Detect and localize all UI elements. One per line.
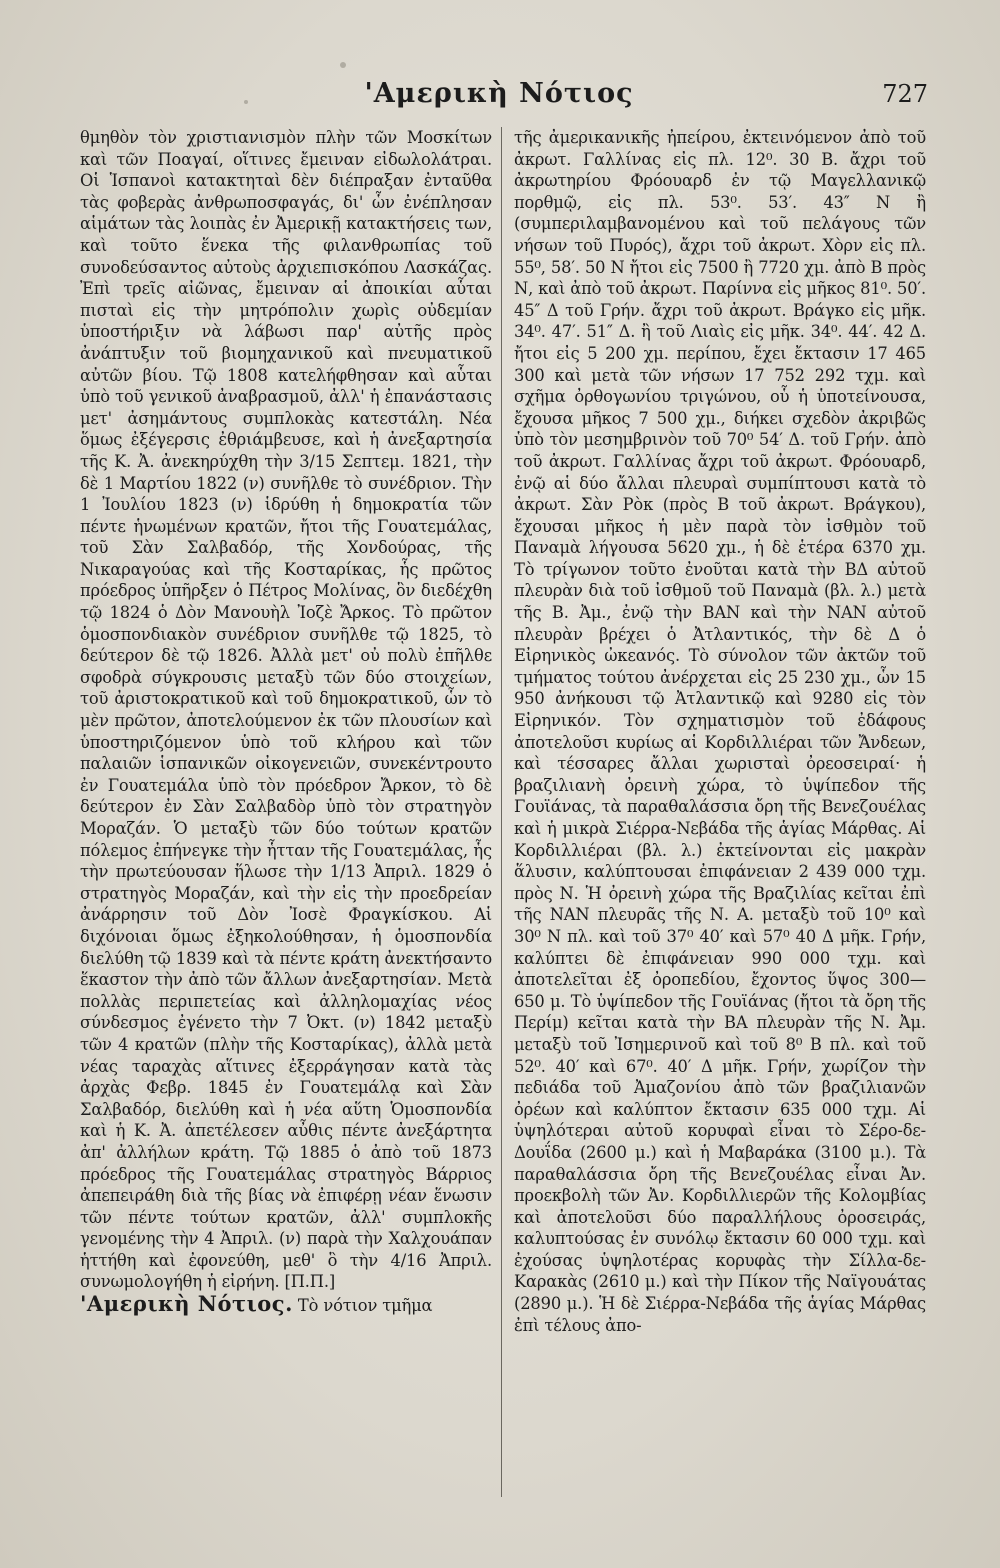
page-number: 727	[882, 80, 928, 108]
page-header	[70, 78, 928, 118]
text-columns	[80, 127, 928, 1497]
right-column-body: τῆς ἀμερικανικῆς ἠπείρου, ἐκτεινόμενον ἀπὸ τοῦ ἀκρωτ. Γαλλίνας εἰς πλ. 12⁰. 30 Β. ἄχρι τοῦ ἀκρωτηρίου Φρόουαρδ ἐν τῷ Μαγελλανικῷ πορθμῷ, εἰς πλ. 53⁰. 53′. 43″ Ν ἢ (συμπεριλαμβανομένου καὶ τοῦ πελάγους τῶν νήσων τοῦ Πυρός), ἄχρι τοῦ ἀκρωτ. Χὸρν εἰς πλ. 55⁰, 58′. 50 Ν ἤτοι εἰς 7500 ἢ 7720 χμ. ἀπὸ Β πρὸς Ν, καὶ ἀπὸ τοῦ ἀκρωτ. Παρίννα εἰς μῆκος 81⁰. 50′. 45″ Δ τοῦ Γρήν. ἄχρι τοῦ ἀκρωτ. Βράγκο εἰς μῆκ. 34⁰. 47′. 51″ Δ. ἢ τοῦ Λιαὶς εἰς μῆκ. 34⁰. 44′. 42 Δ. ἤτοι εἰς 5 200 χμ. περίπου, ἔχει ἔκτασιν 17 465 300 καὶ μετὰ τῶν νήσων 17 752 292 τχμ. καὶ σχῆμα ὀρθογωνίου τριγώνου, οὗ ἡ ὑποτείνουσα, ἔχουσα μῆκος 7 500 χμ., διήκει σχεδὸν ἀκριβῶς ὑπὸ τὸν μεσημβρινὸν τοῦ 70⁰ 54′ Δ. τοῦ Γρήν. ἀπὸ τοῦ ἀκρωτ. Γαλλίνας ἄχρι τοῦ ἀκρωτ. Φρόουαρδ, ἐνῷ αἱ δύο ἄλλαι πλευραὶ συμπίπτουσι κατὰ τὸ ἀκρωτ. Σὰν Ρὸκ (πρὸς Β τοῦ ἀκρωτ. Βράγκου), ἔχουσαι μῆκος ἡ μὲν παρὰ τὸν ἰσθμὸν τοῦ Παναμὰ λήγουσα 5620 χμ., ἡ δὲ ἑτέρα 6370 χμ. Τὸ τρίγωνον τοῦτο ἐνοῦται κατὰ τὴν ΒΔ αὐτοῦ πλευρὰν διὰ τοῦ ἰσθμοῦ τοῦ Παναμὰ (βλ. λ.) μετὰ τῆς Β. Ἀμ., ἐνῷ τὴν ΒΑΝ καὶ τὴν ΝΑΝ αὐτοῦ πλευρὰν βρέχει ὁ Ἀτλαντικός, τὴν δὲ Δ ὁ Εἰρηνικὸς ὠκεανός. Τὸ σύνολον τῶν ἀκτῶν τοῦ τμήματος τούτου ἀνέρχεται εἰς 25 230 χμ., ὧν 15 950 ἀνήκουσι τῷ Ἀτλαντικῷ καὶ 9280 εἰς τὸν Εἰρηνικόν. Τὸν σχηματισμὸν τοῦ ἐδάφους ἀποτελοῦσι κυρίως αἱ Κορδιλλιέραι τῶν Ἄνδεων, καὶ τέσσαρες ἄλλαι χωρισταὶ ὀρεοσειραί· ἡ βραζιλιανὴ ὀρεινὴ χώρα, τὸ ὑψίπεδον τῆς Γουϊάνας, τὰ παραθαλάσσια ὄρη τῆς Βενεζουέλας καὶ ἡ μικρὰ Σιέρρα-Νεβάδα τῆς ἁγίας Μάρθας. Αἱ Κορδιλλιέραι (βλ. λ.) ἐκτείνονται εἰς μακρὰν ἅλυσιν, καλύπτουσαι ἐπιφάνειαν 2 439 000 τχμ. πρὸς Ν. Ἡ ὀρεινὴ χώρα τῆς Βραζιλίας κεῖται ἐπὶ τῆς ΝΑΝ πλευρᾶς τῆς Ν. Α. μεταξὺ τοῦ 10⁰ καὶ 30⁰ Ν πλ. καὶ τοῦ 37⁰ 40′ καὶ 57⁰ 40 Δ μῆκ. Γρήν, καλύπτει δὲ ἐπιφάνειαν 990 000 τχμ. καὶ ἀποτελεῖται ἐξ ὀροπεδίου, ἔχοντος ὕψος 300—650 μ. Τὸ ὑψίπεδον τῆς Γουϊάνας (ἤτοι τὰ ὄρη τῆς Περίμ) κεῖται κατὰ τὴν ΒΑ πλευρὰν τῆς Ν. Ἀμ. μεταξὺ τοῦ Ἰσημερινοῦ καὶ τοῦ 8⁰ Β πλ. καὶ τοῦ 52⁰. 40′ καὶ 67⁰. 40′ Δ μῆκ. Γρήν, χωρίζον τὴν πεδιάδα τοῦ Ἀμαζονίου ἀπὸ τῶν βραζιλιανῶν ὀρέων καὶ καλύπτον ἔκτασιν 635 000 τχμ. Αἱ ὑψηλότεραι αὐτοῦ κορυφαὶ εἶναι τὸ Σέρο-δε-Δουΐδα (2600 μ.) καὶ ἡ Μαβαράκα (3100 μ.). Τὰ παραθαλάσσια ὄρη τῆς Βενεζουέλας εἶναι Ἀν. προεκβολὴ τῶν Ἀν. Κορδιλλιερῶν τῆς Κολομβίας καὶ ἀποτελοῦσι δύο παραλλήλους ὀροσειράς, καλυπτούσας ἐν συνόλῳ ἔκτασιν 60 000 τχμ. καὶ ἐχούσας ὑψηλοτέρας κορυφὰς τὴν Σίλλα-δε-Καρακὰς (2610 μ.) καὶ τὴν Πίκον τῆς Ναϊγουάτας (2890 μ.). Ἡ δὲ Σιέρρα-Νεβάδα τῆς ἁγίας Μάρθας ἐπὶ τέλους ἀπο-	[514, 128, 926, 1335]
new-entry	[80, 1293, 492, 1317]
running-title: 'Αμερικὴ Νότιος	[364, 78, 634, 109]
entry-title: 'Αμερικὴ Νότιος.	[80, 1291, 293, 1317]
left-column-body: θμηθὸν τὸν χριστιανισμὸν πλὴν τῶν Μοσκίτων καὶ τῶν Ποαγαί, οἵτινες ἔμειναν εἰδωλολάτραι. Οἱ Ἱσπανοὶ κατακτηταὶ δὲν διέπραξαν ἐνταῦθα τὰς φοβερὰς ἀνθρωποσφαγάς, δι' ὧν ἐνέπλησαν αἱμάτων τὰς λοιπὰς ἐν Ἀμερικῇ κατακτήσεις των, καὶ τοῦτο ἕνεκα τῆς φιλανθρωπίας τοῦ συνοδεύσαντος αὐτοὺς ἀρχιεπισκόπου Λασκάζας. Ἐπὶ τρεῖς αἰῶνας, ἔμειναν αἱ ἀποικίαι αὗται πισταὶ εἰς τὴν μητρόπολιν χωρὶς οὐδεμίαν ὑποστήριξιν νὰ λάβωσι παρ' αὐτῆς πρὸς ἀνάπτυξιν τοῦ βιομηχανικοῦ καὶ πνευματικοῦ αὐτῶν βίου. Τῷ 1808 κατελήφθησαν καὶ αὗται ὑπὸ τοῦ γενικοῦ ἀναβρασμοῦ, ἀλλ' ἡ ἐπανάστασις μετ' ἀσημάντους συμπλοκὰς κατεστάλη. Νέα ὅμως ἐξέγερσις ἐθριάμβευσε, καὶ ἡ ἀνεξαρτησία τῆς Κ. Ἀ. ἀνεκηρύχθη τὴν 3/15 Σεπτεμ. 1821, τὴν δὲ 1 Μαρτίου 1822 (ν) συνῆλθε τὸ συνέδριον. Τὴν 1 Ἰουλίου 1823 (ν) ἱδρύθη ἡ δημοκρατία τῶν πέντε ἡνωμένων κρατῶν, ἤτοι τῆς Γουατεμάλας, τοῦ Σὰν Σαλβαδόρ, τῆς Χονδούρας, τῆς Νικαραγούας καὶ τῆς Κοσταρίκας, ἧς πρῶτος πρόεδρος ὑπῆρξεν ὁ Πέτρος Μολίνας, ὃν διεδέχθη τῷ 1824 ὁ Δὸν Μανουὴλ Ἰοζὲ Ἄρκος. Τὸ πρῶτον ὁμοσπονδιακὸν συνέδριον συνῆλθε τῷ 1825, τὸ δεύτερον δὲ τῷ 1826. Ἀλλὰ μετ' οὐ πολὺ ἐπῆλθε σφοδρὰ σύγκρουσις μεταξὺ τῶν δύο στοιχείων, τοῦ ἀριστοκρατικοῦ καὶ τοῦ δημοκρατικοῦ, ὧν τὸ μὲν πρῶτον, ἀποτελούμενον ἐκ τῶν πλουσίων καὶ ὑποστηριζόμενον ὑπὸ τοῦ κλήρου καὶ τῶν παλαιῶν ἱσπανικῶν οἰκογενειῶν, συνεκέντρουτο ἐν Γουατεμάλα ὑπὸ τὸν πρόεδρον Ἄρκον, τὸ δὲ δεύτερον ἐν Σὰν Σαλβαδὸρ ὑπὸ τὸν στρατηγὸν Μοραζάν. Ὁ μεταξὺ τῶν δύο τούτων κρατῶν πόλεμος ἐπήνεγκε τὴν ἧτταν τῆς Γουατεμάλας, ἧς τὴν πρωτεύουσαν ἥλωσε τὴν 1/13 Ἀπριλ. 1829 ὁ στρατηγὸς Μοραζάν, καὶ τὴν εἰς τὴν προεδρείαν ἀνάρρησιν τοῦ Δὸν Ἰοσὲ Φραγκίσκου. Αἱ διχόνοιαι ὅμως ἐξηκολούθησαν, ἡ ὁμοσπονδία διελύθη τῷ 1839 καὶ τὰ πέντε κράτη ἀνεκτήσαντο ἕκαστον τὴν ἀπὸ τῶν ἄλλων ἀνεξαρτησίαν. Μετὰ πολλὰς περιπετείας καὶ ἀλληλομαχίας νέος σύνδεσμος ἐγένετο τὴν 7 Ὀκτ. (ν) 1842 μεταξὺ τῶν 4 κρατῶν (πλὴν τῆς Κοσταρίκας), ἀλλὰ μετὰ νέας ταραχὰς αἵτινες ἐξερράγησαν κατὰ τὰς ἀρχὰς Φεβρ. 1845 ἐν Γουατεμάλᾳ καὶ Σὰν Σαλβαδόρ, διελύθη καὶ ἡ νέα αὕτη Ὁμοσπονδία καὶ ἡ Κ. Ἀ. ἀπετέλεσεν αὖθις πέντε ἀνεξάρτητα ἀπ' ἀλλήλων κράτη. Τῷ 1885 ὁ ἀπὸ τοῦ 1873 πρόεδρος τῆς Γουατεμάλας στρατηγὸς Βάρριος ἀπεπειράθη διὰ τῆς βίας νὰ ἐπιφέρῃ νέαν ἕνωσιν τῶν πέντε τούτων κρατῶν, ἀλλ' συμπλοκῆς γενομένης τὴν 4 Ἀπριλ. (ν) παρὰ τὴν Χαλχουάπαν ἡττήθη καὶ ἐφονεύθη, μεθ' ὃ τὴν 4/16 Ἀπριλ. συνωμολογήθη ἡ εἰρήνη. [Π.Π.]	[80, 128, 492, 1292]
column-divider	[501, 127, 502, 1497]
ink-blot	[340, 62, 346, 68]
entry-start: Τὸ νότιον τμῆμα	[292, 1296, 433, 1316]
left-column	[80, 127, 492, 1497]
right-column	[514, 127, 926, 1497]
